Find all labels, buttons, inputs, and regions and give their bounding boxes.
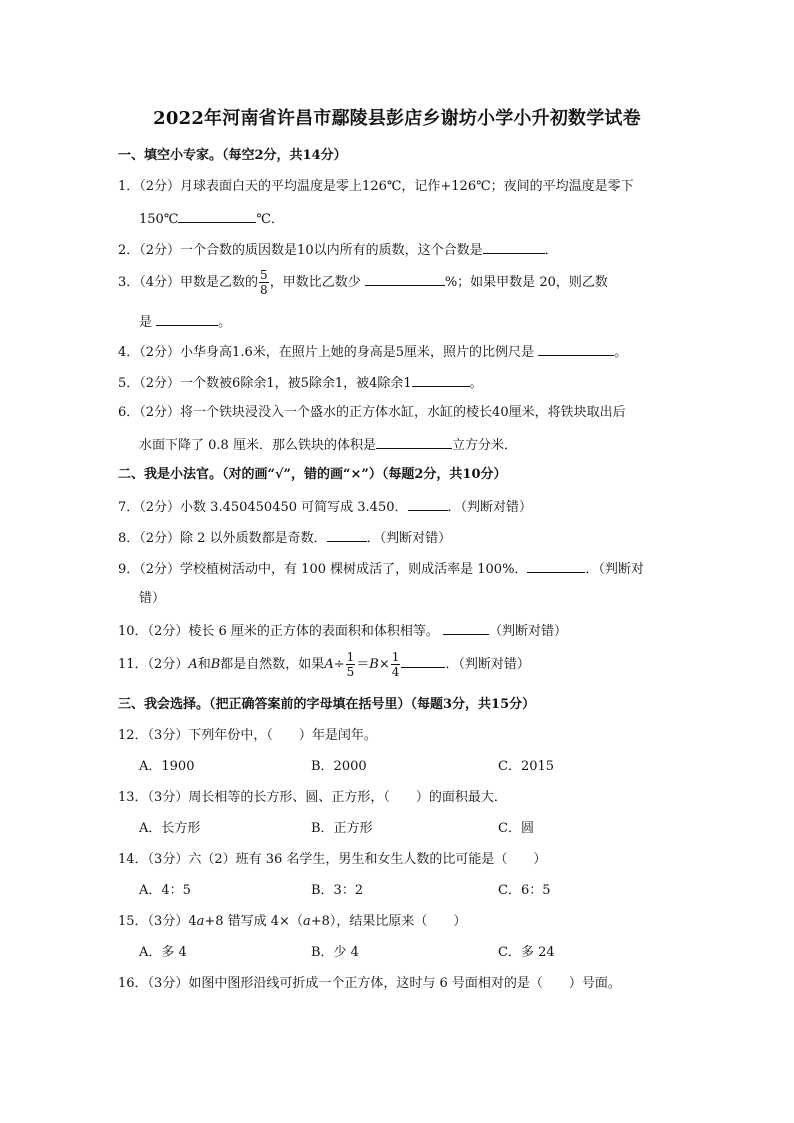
answer-blank[interactable] (376, 435, 452, 449)
answer-blank[interactable] (483, 240, 545, 254)
question-3-end: 。 (218, 315, 232, 330)
answer-blank[interactable] (408, 497, 448, 511)
question-9-cont (139, 590, 165, 608)
question-13-text: 13．（3分）周长相等的长方形、圆、正方形，（ (118, 790, 390, 805)
option-b[interactable]: B．少 4 (311, 945, 359, 960)
question-5-end: 。 (469, 376, 483, 391)
answer-blank[interactable] (401, 654, 445, 668)
question-12 (118, 727, 377, 745)
question-8-end: ．（判断对错） (366, 531, 452, 546)
question-11: 11．（2分）A和B都是自然数，如果A÷ $\frac{1}{5}$ ＝B× $\frac{1}{4}$ ．（判断对错） (118, 650, 530, 679)
question-6-unit: 立方分米． (451, 438, 517, 453)
answer-blank[interactable] (527, 559, 585, 573)
option-b[interactable]: B．正方形 (311, 821, 373, 836)
question-3 (118, 268, 608, 297)
question-14-text: 14．（3分）六（2）班有 36 名学生，男生和女生人数的比可能是（ (118, 852, 508, 867)
question-8 (118, 528, 451, 548)
question-11-text-2: 都是自然数，如果 (220, 657, 325, 672)
answer-blank[interactable] (178, 209, 256, 223)
question-3-text: 3．（4分）甲数是乙数的 (118, 275, 259, 290)
option-c[interactable]: C．2015 (498, 759, 555, 774)
question-15-text-2: +8 错写成 4×（ (204, 914, 303, 929)
section-1-heading: 一、填空小专家。（每空2分，共14分） (118, 148, 347, 163)
answer-blank[interactable] (365, 272, 445, 286)
question-2-text: 2．（2分）一个合数的质因数是10以内所有的质数，这个合数是 (118, 243, 483, 258)
section-2-heading: 二、我是小法官。（对的画“√”，错的画“×”）（每题2分，共10分） (118, 467, 507, 482)
question-3-cont (139, 312, 231, 332)
question-10-end: （判断对错） (488, 624, 567, 639)
section-3-heading: 三、我会选择。（把正确答案前的字母填在括号里）（每题3分，共15分） (118, 697, 536, 712)
option-c[interactable]: C．6：5 (498, 883, 551, 898)
question-15-text: 15．（3分）4 (118, 914, 197, 929)
question-7-text: 7．（2分）小数 3.450450450 可简写成 3.450． (118, 500, 408, 515)
answer-blank[interactable] (156, 312, 218, 326)
option-c[interactable]: C．多 24 (498, 945, 555, 960)
option-a[interactable]: A．4：5 (139, 883, 191, 898)
question-9-end: 错） (139, 591, 166, 606)
question-12-text: 12．（3分）下列年份中，（ (118, 728, 273, 743)
question-15: 15．（3分）4a+8 错写成 4×（a+8），结果比原来（ ） (118, 914, 467, 929)
answer-blank[interactable] (327, 528, 367, 542)
question-4-end: 。 (614, 345, 628, 360)
question-14-end: ） (533, 852, 547, 867)
question-1-cont (139, 209, 284, 229)
fraction: $\frac{1}{4}$ (391, 650, 400, 679)
question-11-end: ．（判断对错） (445, 657, 530, 672)
question-15-text-3: +8），结果比原来（ (310, 914, 428, 929)
fraction: $\frac{5}{8}$ (260, 268, 268, 297)
question-9 (118, 559, 644, 579)
question-11-text: 11．（2分） (118, 657, 189, 672)
question-9-text-2: ．（判断对 (585, 562, 644, 577)
question-13-end: ）的面积最大． (415, 790, 507, 805)
question-8-text: 8．（2分）除 2 以外质数都是奇数． (118, 531, 327, 546)
option-b[interactable]: B．3：2 (311, 883, 364, 898)
question-5-text: 5．（2分）一个数被6除余1，被5除余1，被4除余1 (118, 376, 412, 391)
question-10-text: 10．（2分）棱长 6 厘米的正方体的表面积和体积相等。 (118, 624, 443, 639)
question-1-text-2: 150℃ (139, 212, 179, 227)
question-3-text-4: 是 (139, 315, 157, 330)
question-6 (118, 404, 626, 422)
option-a[interactable]: A．1900 (139, 759, 195, 774)
option-a[interactable]: A．长方形 (139, 821, 201, 836)
question-14 (118, 851, 546, 869)
question-6-text-2: 水面下降了 0.8 厘米．那么铁块的体积是 (139, 438, 376, 453)
question-15-end: ） (453, 914, 467, 929)
question-6-text: 6．（2分）将一个铁块浸没入一个盛水的正方体水缸，水缸的棱长40厘米，将铁块取出后 (118, 405, 626, 420)
question-4-text: 4．（2分）小华身高1.6米，在照片上她的身高是5厘米，照片的比例尺是 (118, 345, 539, 360)
answer-blank[interactable] (412, 373, 470, 387)
question-1-text: 1．（2分）月球表面白天的平均温度是零上126℃，记作+126℃；夜间的平均温度是零下 (118, 179, 634, 194)
question-13 (118, 789, 507, 807)
question-16-end: ）号面。 (568, 976, 621, 991)
question-2-end: ． (544, 243, 558, 258)
answer-blank[interactable] (443, 621, 489, 635)
question-12-end: ）年是闰年。 (298, 728, 377, 743)
option-b[interactable]: B．2000 (311, 759, 367, 774)
question-6-cont (139, 435, 517, 455)
option-a[interactable]: A．多 4 (139, 945, 187, 960)
fraction: $\frac{1}{5}$ (346, 650, 355, 679)
question-1 (118, 178, 634, 196)
exam-title: 2022年河南省许昌市鄢陵县彭店乡谢坊小学小升初数学试卷 (153, 108, 641, 129)
question-4 (118, 342, 627, 362)
question-5 (118, 373, 483, 393)
question-3-text-2: ，甲数比乙数少 (269, 275, 365, 290)
question-16 (118, 975, 621, 993)
question-10 (118, 621, 567, 641)
option-c[interactable]: C．圆 (498, 821, 534, 836)
question-3-text-3: %；如果甲数是 20，则乙数 (444, 275, 608, 290)
question-7 (118, 497, 532, 517)
question-16-text: 16．（3分）如图中图形沿线可折成一个正方体，这时与 6 号面相对的是（ (118, 976, 543, 991)
question-7-end: ．（判断对错） (447, 500, 533, 515)
answer-blank[interactable] (538, 342, 614, 356)
question-9-text: 9．（2分）学校植树活动中，有 100 棵树成活了，则成活率是 100%． (118, 562, 528, 577)
question-1-unit: ℃． (256, 212, 284, 227)
question-2 (118, 240, 558, 260)
